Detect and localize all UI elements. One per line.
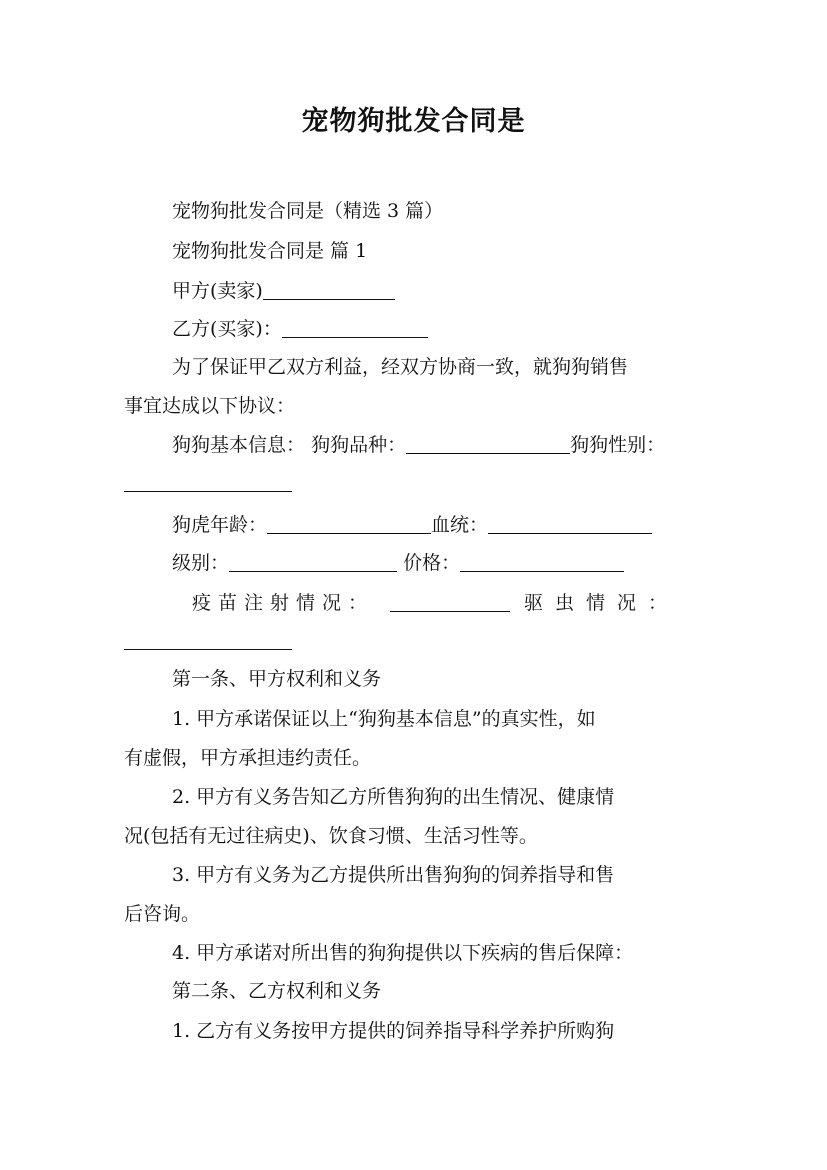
party-a-blank xyxy=(263,279,395,300)
clause-line: 3. 甲方有义务为乙方提供所出售狗狗的饲养指导和售 xyxy=(172,864,615,886)
vaccine-label: 疫苗注射情况： xyxy=(192,592,375,614)
gender-blank-line xyxy=(124,470,292,496)
clause-line: 况(包括有无过往病史)、饮食习惯、生活习性等。 xyxy=(124,825,538,847)
level-line xyxy=(172,550,624,576)
blood-label: 血统： xyxy=(431,514,489,536)
article-heading: 第二条、乙方权利和义务 xyxy=(172,980,382,1002)
paragraph-line: 事宜达成以下协议： xyxy=(124,395,296,417)
paragraph-line: 为了保证甲乙双方利益，经双方协商一致，就狗狗销售 xyxy=(172,356,629,378)
clause-line: 2. 甲方有义务告知乙方所售狗狗的出生情况、健康情 xyxy=(172,786,615,808)
party-a-line xyxy=(172,278,395,304)
gender-blank xyxy=(124,471,292,492)
article-heading: 第一条、甲方权利和义务 xyxy=(172,668,382,690)
breed-blank xyxy=(406,433,570,454)
dog-info-line xyxy=(172,432,665,458)
party-b-blank xyxy=(282,317,428,338)
clause-line: 有虚假，甲方承担违约责任。 xyxy=(124,747,372,769)
gender-label: 狗狗性别： xyxy=(570,434,666,456)
party-b-line xyxy=(172,316,428,342)
level-label: 级别： xyxy=(172,552,230,574)
age-line xyxy=(172,512,652,538)
clause-line: 4. 甲方承诺对所出售的狗狗提供以下疾病的售后保障： xyxy=(172,942,634,964)
document-title: 宠物狗批发合同是 xyxy=(301,106,526,137)
clause-line: 1. 甲方承诺保证以上“狗狗基本信息”的真实性，如 xyxy=(172,708,596,730)
age-label: 狗虎年龄： xyxy=(172,514,268,536)
clause-line: 后咨询。 xyxy=(124,903,201,925)
clause-line: 1. 乙方有义务按甲方提供的饲养指导科学养护所购狗 xyxy=(172,1020,615,1042)
section-heading: 宠物狗批发合同是 篇 1 xyxy=(172,240,368,262)
subtitle-line: 宠物狗批发合同是（精选 3 篇） xyxy=(172,200,444,222)
price-blank xyxy=(460,551,624,572)
vaccine-blank xyxy=(390,591,510,612)
deworm-blank-line xyxy=(124,628,292,654)
age-blank xyxy=(267,513,431,534)
vaccine-line xyxy=(192,590,679,616)
blood-blank xyxy=(488,513,652,534)
price-label: 价格： xyxy=(403,552,461,574)
breed-label: 狗狗品种： xyxy=(311,434,407,456)
level-blank xyxy=(229,551,397,572)
party-a-label: 甲方(卖家) xyxy=(172,280,263,302)
info-label: 狗狗基本信息： xyxy=(172,434,306,456)
party-b-label: 乙方(买家)： xyxy=(172,318,282,340)
deworm-blank xyxy=(124,629,292,650)
deworm-label: 驱虫情况： xyxy=(524,592,680,614)
